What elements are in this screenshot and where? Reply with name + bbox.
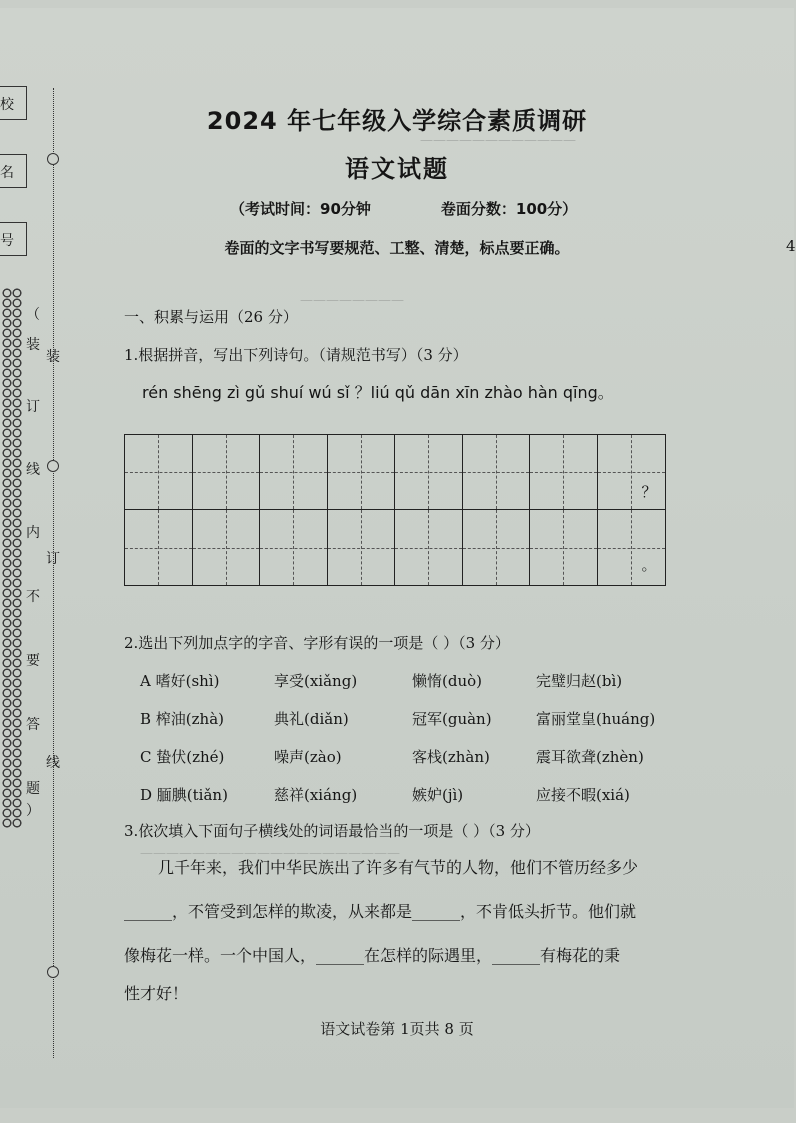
binding-char: 要 — [26, 653, 40, 669]
option-word: 享受(xiǎng) — [274, 672, 358, 690]
question-1-pinyin: rén shēng zì gǔ shuí wú sǐ ？liú qǔ dān xīn zhào hàn qīng。 — [142, 383, 614, 402]
writing-note: 卷面的文字书写要规范、工整、清楚，标点要正确。 — [224, 239, 570, 257]
binding-char: 题 — [26, 781, 40, 797]
option-word: 懒惰(duò) — [412, 672, 482, 690]
grid-cell[interactable] — [395, 510, 463, 585]
option-word: C 蛰伏(zhé) — [140, 748, 225, 766]
exam-info — [230, 198, 647, 219]
writing-grid[interactable] — [124, 434, 666, 586]
question-3-prompt: 3.依次填入下面句子横线处的词语最恰当的一项是（ ）（3 分） — [124, 822, 540, 840]
page-footer: 语文试卷第 1页共 8 页 — [320, 1020, 474, 1038]
grid-cell[interactable] — [125, 510, 193, 585]
grid-cell[interactable] — [260, 435, 328, 510]
grid-cell[interactable] — [125, 435, 193, 510]
binding-char: 不 — [26, 589, 40, 605]
binding-dotted-line — [53, 88, 54, 1058]
binding-char: 装 — [26, 337, 40, 353]
grid-cell[interactable] — [463, 510, 531, 585]
grid-cell[interactable] — [328, 510, 396, 585]
number-label: 号 — [0, 233, 14, 249]
exam-time: （考试时间：90分钟 — [230, 200, 371, 218]
show-through-text: ———————————————————— — [140, 846, 400, 861]
question-3-passage-line: ______，不管受到怎样的欺凌，从来都是______，不肯低头折节。他们就 — [124, 902, 637, 921]
binding-char: ） — [26, 803, 40, 819]
binding-char: 内 — [26, 525, 40, 541]
grid-cell[interactable] — [193, 510, 261, 585]
name-label: 名 — [0, 165, 14, 181]
seal-pattern — [2, 288, 22, 828]
margin-number: 4 — [786, 237, 796, 255]
school-label: 校 — [0, 97, 14, 113]
exam-paper — [0, 8, 794, 1108]
grid-cell[interactable] — [193, 435, 261, 510]
exam-score: 卷面分数：100分） — [440, 200, 578, 218]
grid-cell[interactable] — [463, 435, 531, 510]
question-2-prompt: 2.选出下列加点字的字音、字形有误的一项是（ ）（3 分） — [124, 634, 510, 652]
question-3-passage-line: 几千年来，我们中华民族出了许多有气节的人物，他们不管历经多少 — [158, 858, 639, 877]
exam-title: 2024 年七年级入学综合素质调研 — [206, 107, 588, 135]
binding-hole — [47, 460, 59, 472]
grid-cell[interactable] — [598, 510, 666, 585]
grid-cell[interactable] — [260, 510, 328, 585]
option-word: 富丽堂皇(huáng) — [536, 710, 656, 728]
binding-char: 装 — [46, 349, 60, 365]
option-word: 典礼(diǎn) — [274, 710, 349, 728]
binding-char: 答 — [26, 717, 40, 733]
binding-char: 订 — [26, 399, 40, 415]
option-word: B 榨油(zhà) — [140, 710, 225, 728]
grid-cell[interactable] — [530, 510, 598, 585]
exam-subtitle: 语文试题 — [345, 155, 449, 183]
option-word: 震耳欲聋(zhèn) — [536, 748, 644, 766]
show-through-text: ———————— — [300, 293, 404, 308]
question-3-passage-line: 性才好！ — [124, 984, 189, 1003]
option-word: 应接不暇(xiá) — [536, 786, 630, 804]
option-word: 完璧归赵(bì) — [536, 672, 623, 690]
option-word: 客栈(zhàn) — [412, 748, 490, 766]
show-through-text: ———————————— — [420, 133, 576, 148]
binding-char: 订 — [46, 551, 60, 567]
option-word: 慈祥(xiáng) — [274, 786, 358, 804]
grid-cell[interactable] — [395, 435, 463, 510]
grid-cell[interactable] — [530, 435, 598, 510]
binding-char: 线 — [46, 755, 60, 771]
binding-char: （ — [26, 307, 40, 323]
binding-char: 线 — [26, 462, 40, 478]
option-word: A 嗜好(shì) — [140, 672, 220, 690]
option-word: 嫉妒(jì) — [412, 786, 464, 804]
option-word: 噪声(zào) — [274, 748, 342, 766]
binding-hole — [47, 966, 59, 978]
section-heading: 一、积累与运用（26 分） — [124, 308, 298, 326]
question-1-prompt: 1.根据拼音，写出下列诗句。（请规范书写）（3 分） — [124, 346, 468, 364]
question-3-passage-line: 像梅花一样。一个中国人，______在怎样的际遇里，______有梅花的秉 — [124, 946, 621, 965]
grid-cell[interactable] — [328, 435, 396, 510]
grid-question-mark: ？ — [641, 483, 657, 501]
option-word: D 腼腆(tiǎn) — [140, 786, 228, 804]
grid-cell[interactable] — [598, 435, 666, 510]
grid-period-mark: 。 — [641, 556, 657, 574]
option-word: 冠军(guàn) — [412, 710, 492, 728]
